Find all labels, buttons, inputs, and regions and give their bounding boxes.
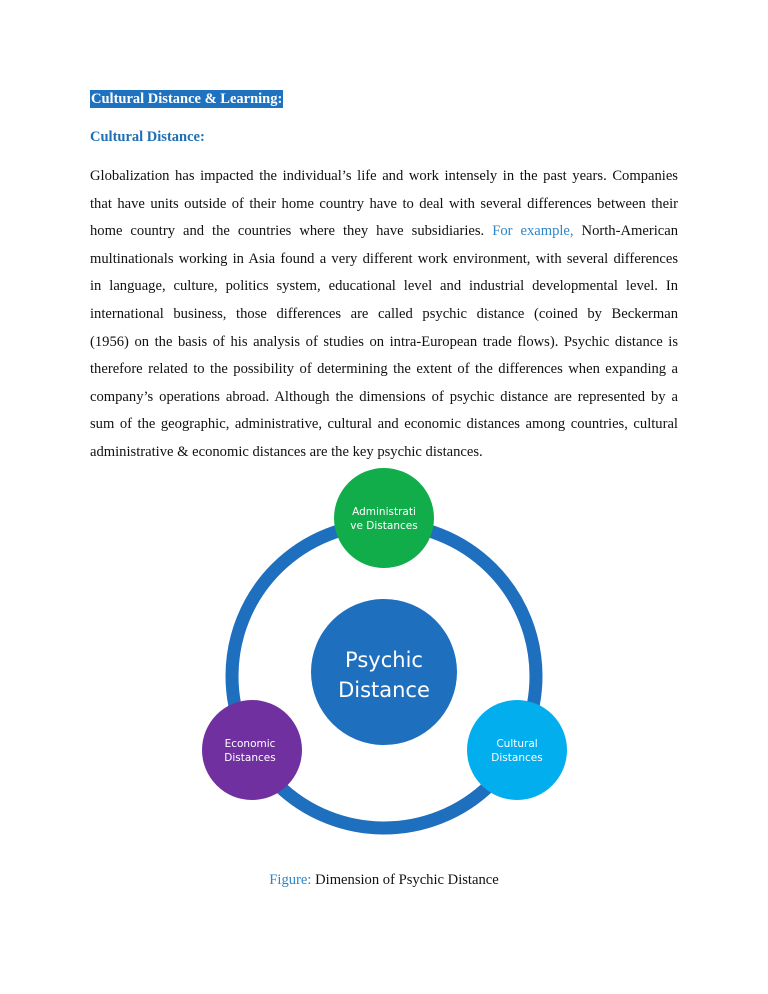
caption-label: Figure:	[269, 872, 312, 888]
paragraph-line: international business, those differences are called psychic distance (coined by Beckerman	[90, 305, 678, 322]
node-cultural-label-2: Distances	[491, 752, 543, 764]
figure-caption	[0, 872, 768, 889]
paragraph-line: therefore related to the possibility of determining the extent of the differences when expanding a	[90, 361, 678, 378]
paragraph-line: multinationals working in Asia found a very different work environment, with several differences	[90, 250, 678, 267]
center-circle	[311, 599, 457, 745]
node-economic-label-1: Economic	[224, 738, 276, 750]
node-administrative-label-1: Administrati	[352, 506, 416, 518]
subsection-heading: Cultural Distance:	[90, 129, 205, 145]
highlighted-phrase: For example,	[492, 223, 574, 240]
node-administrative	[334, 468, 434, 568]
section-heading: Cultural Distance & Learning:	[91, 91, 283, 107]
paragraph-line: (1956) on the basis of his analysis of studies on intra-European trade flows). Psychic distance is	[90, 333, 678, 350]
caption-text: Dimension of Psychic Distance	[311, 872, 499, 888]
paragraph-line: company’s operations abroad. Although the dimensions of psychic distance are represented by a	[90, 388, 678, 405]
center-label-2: Distance	[338, 678, 430, 702]
node-cultural	[467, 700, 567, 800]
center-label-1: Psychic	[345, 648, 423, 672]
paragraph-line: administrative & economic distances are the key psychic distances.	[90, 443, 483, 460]
paragraph-line: sum of the geographic, administrative, cultural and economic distances among countries, cultural	[90, 416, 678, 433]
text-run: North-American	[573, 223, 678, 240]
node-administrative-label-2: ve Distances	[350, 520, 418, 532]
node-economic	[202, 700, 302, 800]
node-economic-label-2: Distances	[224, 752, 276, 764]
node-cultural-label-1: Cultural	[496, 738, 538, 750]
paragraph-line: Globalization has impacted the individual’s life and work intensely in the past years. Companies	[90, 168, 678, 184]
paragraph-line: that have units outside of their home country have to deal with several differences between their	[90, 195, 678, 212]
text-run: home country and the countries where they have subsidiaries.	[90, 223, 493, 240]
paragraph-line: in language, culture, politics system, educational level and industrial developmental level. In	[90, 278, 678, 295]
